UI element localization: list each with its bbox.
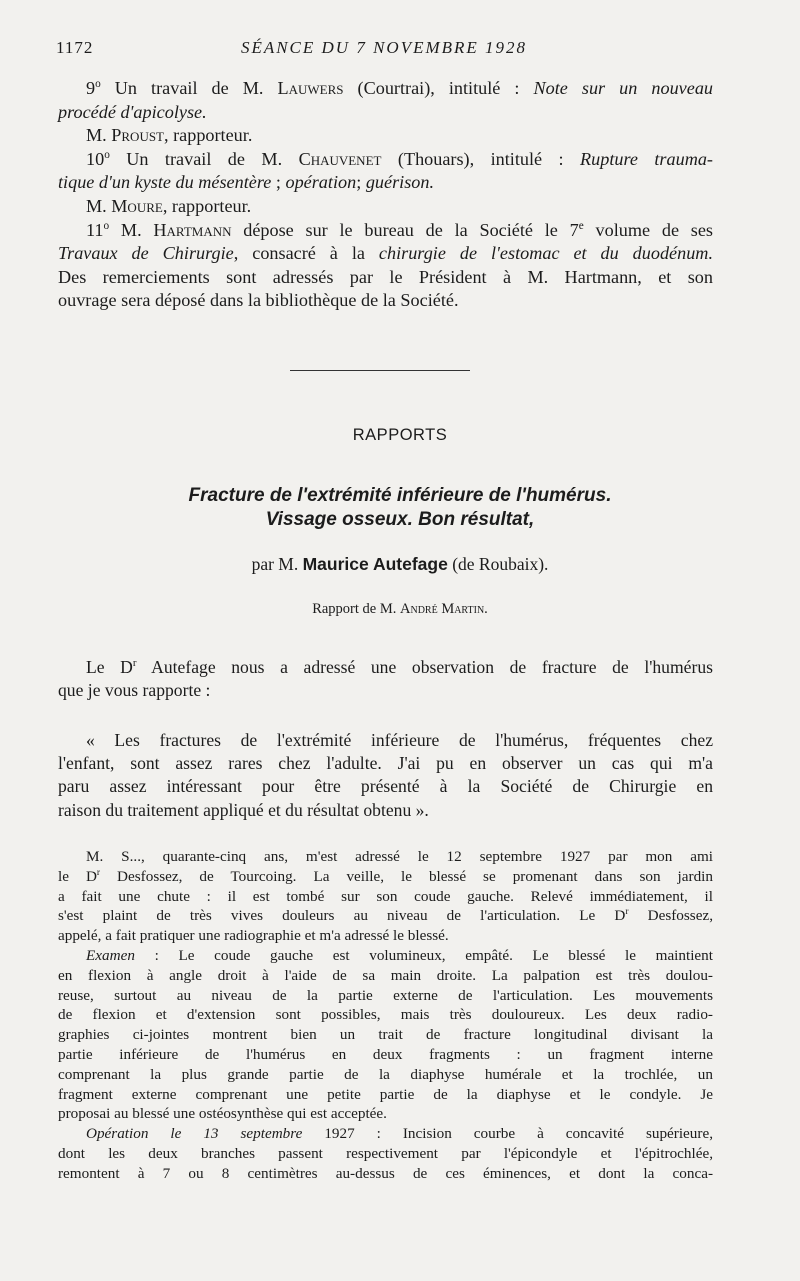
quote-line-4: raison du traitement appliqué et du résultat obtenu ». [58, 799, 429, 820]
page-header [56, 38, 712, 62]
case-line-8: reuse, surtout au niveau de la partie externe de l'articulation. Les mouvements [58, 986, 713, 1004]
intro-line-1: Le $D^r$ Autefage nous a adressé une observation de fracture de l'humérus [86, 657, 713, 677]
article-title-line-1: Fracture de l'extrémité inférieure de l'humérus. [188, 485, 612, 506]
item-10-rapporteur: M. Moure, rapporteur. [86, 195, 252, 216]
case-line-1: M. S..., quarante-cinq ans, m'est adressé le 12 septembre 1927 par mon ami [86, 848, 713, 865]
case-line-10: graphies ci-jointes montrent bien un trait de fracture longitudinal divisant la [58, 1026, 713, 1044]
item-11-line-1: 11$^o$ M. Hartmann dépose sur le bureau de la Société le 7e volume de ses [86, 219, 714, 240]
case-line-13: fragment externe comprenant une petite partie de la diaphyse et le condyle. Je [58, 1085, 713, 1103]
case-line-5: appelé, a fait pratiquer une radiographie et m'a adressé le blessé. [58, 927, 449, 945]
intro-line-2: que je vous rapporte : [58, 680, 211, 701]
item-9-rapporteur: M. Proust, rapporteur. [86, 125, 253, 146]
report-by: Rapport de M. André Martin. [312, 601, 488, 617]
section-title: RAPPORTS [352, 426, 448, 444]
quote-line-3: paru assez intéressant pour être présenté à la Société de Chirurgie en [58, 776, 713, 797]
case-line-16: dont les deux branches passent respectivement par l'épicondyle et l'épitrochlée, [58, 1144, 713, 1162]
case-line-4: s'est plaint de très vives douleurs au niveau de l'articulation. Le $D^r$ Desfossez, [58, 907, 713, 925]
section-divider [290, 370, 470, 371]
item-11-line-4: ouvrage sera déposé dans la bibliothèque de la Société. [58, 290, 459, 311]
article-byline: par M. Maurice Autefage (de Roubaix). [251, 554, 549, 574]
reporter-name: André Martin [400, 601, 485, 617]
case-line-6: Examen : Le coude gauche est volumineux, empâté. Le blessé le maintient [86, 946, 713, 964]
item-11-line-3: Des remerciements sont adressés par le Président à M. Hartmann, et son [58, 266, 713, 287]
case-line-2: le $D^r$ Desfossez, de Tourcoing. La veille, le blessé se promenant dans son jardin [58, 867, 713, 885]
item-9-line-2: procédé d'apicolyse. [58, 101, 207, 122]
case-line-7: en flexion à angle droit à l'aide de sa main droite. La palpation est très doulou- [58, 966, 713, 984]
item-11-line-2: Travaux de Chirurgie, consacré à la chirurgie de l'estomac et du duodénum. [58, 243, 713, 264]
case-line-14: proposai au blessé une ostéosynthèse qui est acceptée. [58, 1105, 387, 1123]
case-line-11: partie inférieure de l'humérus en deux fragments : un fragment interne [58, 1045, 713, 1063]
item-10-line-2: tique d'un kyste du mésentère ; opération; guérison. [58, 172, 435, 193]
case-line-12: comprenant la plus grande partie de la diaphyse humérale et la trochlée, un [58, 1065, 713, 1083]
intro-paragraph [58, 656, 713, 702]
running-title: SÉANCE DU 7 NOVEMBRE 1928 [240, 38, 528, 57]
case-line-17: remontent à 7 ou 8 centimètres au-dessus de ces éminences, et dont la conca- [58, 1164, 713, 1182]
case-line-9: de flexion et d'extension sont possibles, mais très douloureux. Les deux radio- [58, 1006, 713, 1024]
article-title-line-2: Vissage osseux. Bon résultat, [265, 509, 535, 530]
author-name: Maurice Autefage [302, 554, 448, 574]
item-10-line-1: 10$^o$ Un travail de M. Chauvenet (Thouars), intitulé : Rupture trauma- [86, 148, 713, 169]
quote-paragraph [58, 729, 713, 822]
case-line-3: a fait une chute : il est tombé sur son coude gauche. Relevé immédiatement, il [58, 887, 713, 905]
case-line-15: Opération le 13 septembre 1927 : Incision courbe à concavité supérieure, [86, 1125, 713, 1143]
quote-line-2: l'enfant, sont assez rares chez l'adulte. J'ai pu en observer un cas qui m'a [58, 753, 713, 774]
page-number: 1172 [56, 38, 94, 57]
item-9-line-1: 9$^o$ Un travail de M. Lauwers (Courtrai), intitulé : Note sur un nouveau [86, 77, 714, 98]
items-list [58, 77, 713, 313]
quote-line-1: « Les fractures de l'extrémité inférieure de l'humérus, fréquentes chez [86, 730, 713, 750]
case-report [58, 847, 713, 1184]
